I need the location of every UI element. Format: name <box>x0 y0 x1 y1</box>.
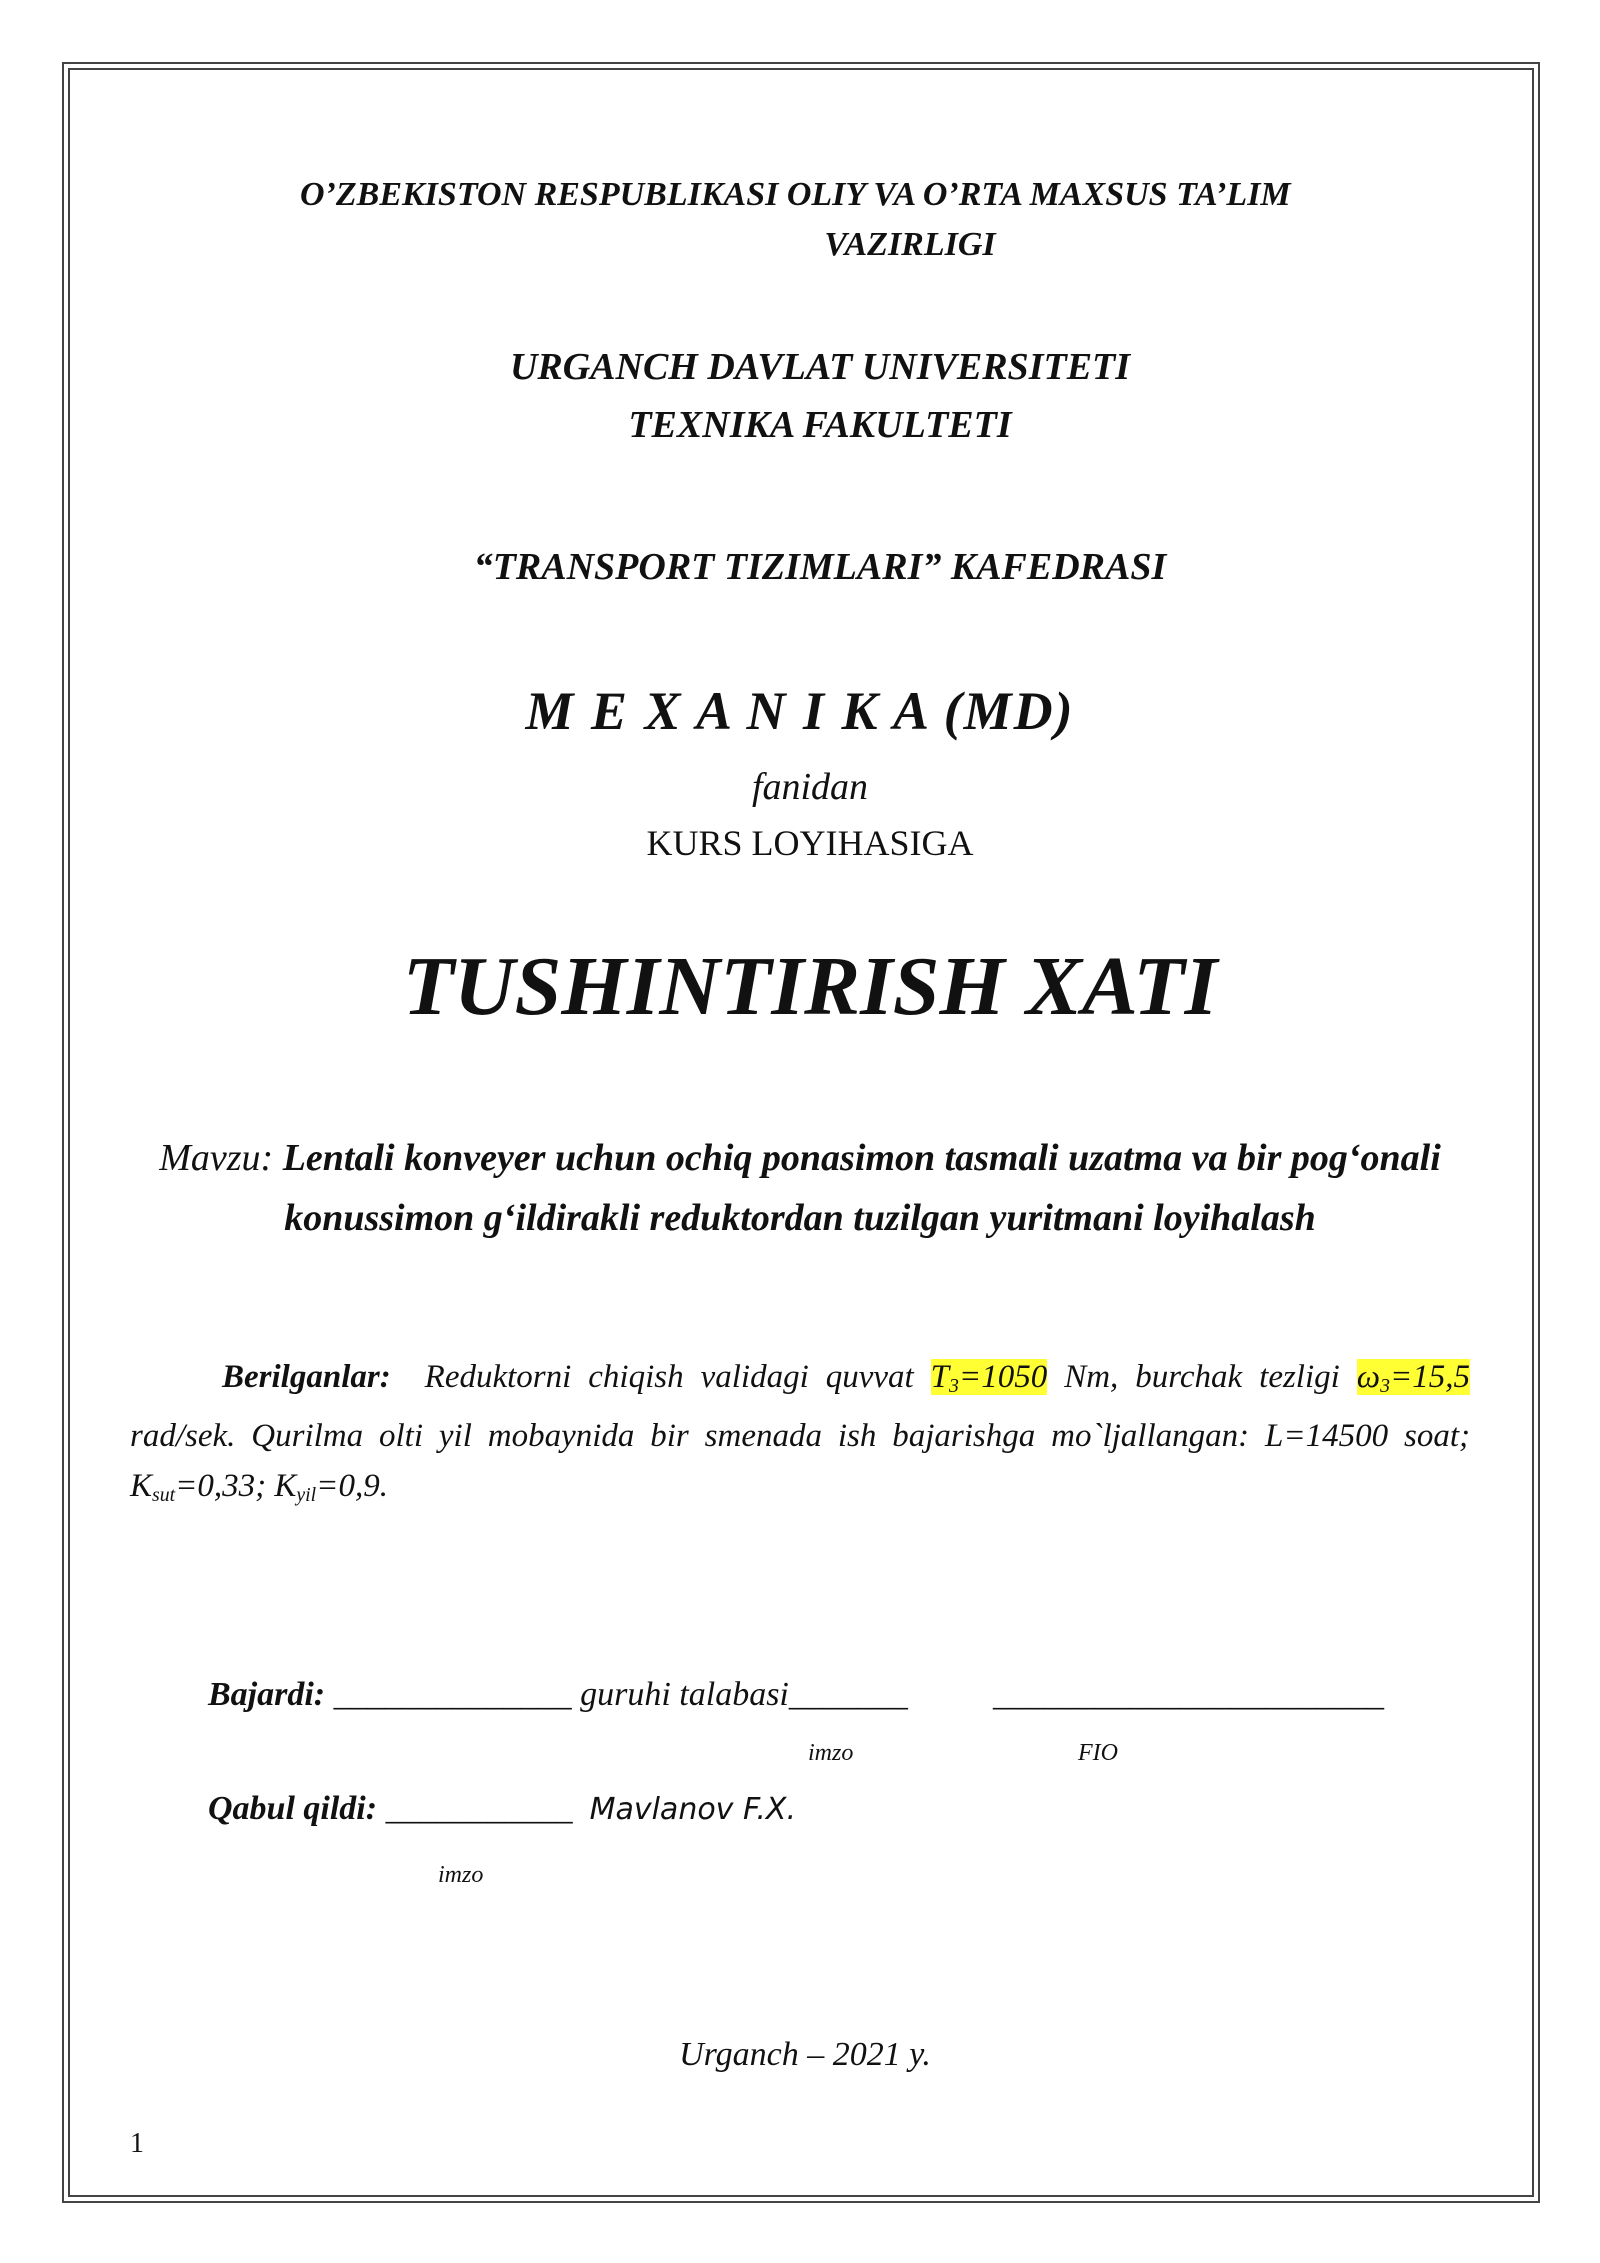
qabul-line <box>208 1790 796 1828</box>
omega-highlight <box>1357 1359 1470 1395</box>
qabul-label: Qabul qildi: <box>208 1790 378 1827</box>
omega-sub: 3 <box>1380 1374 1390 1397</box>
city-year: Urganch – 2021 y. <box>679 2036 931 2073</box>
imzo-caption-1: imzo <box>808 1740 854 1766</box>
torque-symbol: T <box>930 1359 950 1395</box>
qabul-blank: ___________ <box>385 1790 573 1827</box>
ksut-value: =0,33; K <box>175 1467 297 1504</box>
university-name: URGANCH DAVLAT UNIVERSITETI <box>509 346 1131 388</box>
department-name: “TRANSPORT TIZIMLARI” KAFEDRASI <box>473 546 1167 588</box>
faculty-name: TEXNIKA FAKULTETI <box>628 404 1012 446</box>
torque-sub: 3 <box>949 1374 959 1397</box>
group-text: guruhi talabasi <box>580 1676 789 1713</box>
topic-text: Lentali konveyer uchun ochiq ponasimon tasmali uzatma va bir pog‘onali konussimon g‘ildirakli reduktordan tuzilgan yuritmani loyihalash <box>282 1137 1441 1239</box>
ministry-line-2: VAZIRLIGI <box>824 226 996 263</box>
topic-block <box>130 1128 1470 1248</box>
given-label: Berilganlar: <box>222 1359 391 1395</box>
fio-caption: FIO <box>1078 1740 1118 1766</box>
page-number: 1 <box>130 2128 144 2159</box>
kyil-sub: yil <box>296 1483 317 1506</box>
fio-blank: _______________________ <box>993 1676 1384 1713</box>
teacher-name: Mavlanov F.X. <box>589 1792 796 1827</box>
subject-kurs: KURS LOYIHASIGA <box>646 823 974 863</box>
omega-symbol: ω <box>1356 1359 1381 1395</box>
given-text-1: Reduktorni chiqish validagi quvvat <box>424 1359 914 1395</box>
subject-fanidan: fanidan <box>751 766 869 808</box>
document-title: TUSHINTIRISH XATI <box>402 940 1218 1033</box>
given-text-2: Nm, burchak tezligi <box>1064 1359 1340 1395</box>
torque-value: =1050 <box>958 1359 1048 1395</box>
group-blank: ______________ <box>333 1676 572 1713</box>
ksut-sub: sut <box>152 1483 176 1506</box>
torque-highlight <box>931 1359 1048 1395</box>
subject-name: M E X A N I K A (MD) <box>525 681 1075 741</box>
given-data-block <box>130 1352 1470 1520</box>
topic-label: Mavzu: <box>159 1137 274 1179</box>
bajardi-line <box>208 1676 908 1714</box>
given-text-3: rad/sek. Qurilma olti yil mobaynida bir smenada ish bajarishga mo`ljallangan: L=14500 soat; K <box>130 1417 1470 1504</box>
kyil-value: =0,9. <box>316 1467 388 1504</box>
omega-value: =15,5 <box>1390 1359 1471 1395</box>
imzo-caption-2: imzo <box>438 1862 484 1888</box>
bajardi-label: Bajardi: <box>208 1676 326 1713</box>
signature-blank: _______ <box>788 1676 908 1713</box>
ministry-line-1: O’ZBEKISTON RESPUBLIKASI OLIY VA O’RTA MAXSUS TA’LIM <box>300 176 1291 213</box>
